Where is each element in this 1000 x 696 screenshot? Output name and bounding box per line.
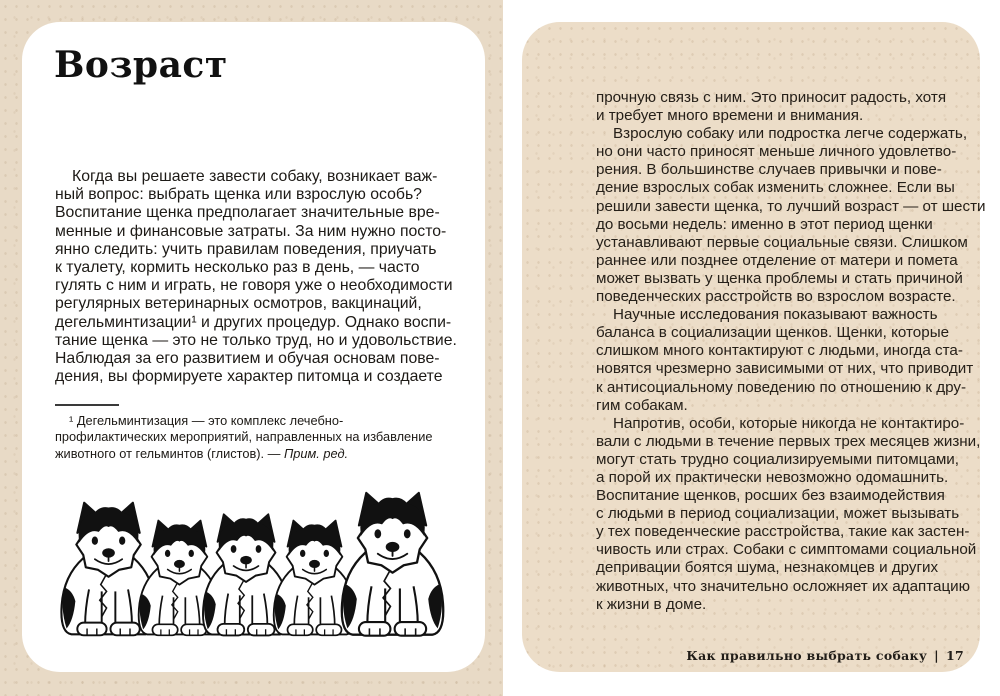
paragraph bbox=[596, 414, 981, 614]
text-line: Взрослую собаку или подростка легче содержать, bbox=[613, 125, 968, 143]
left-page-body-text bbox=[55, 168, 469, 386]
text-line: новятся чрезмерно зависимыми от них, что приводит bbox=[596, 360, 974, 378]
text-line: ный вопрос: выбрать щенка или взрослую особь? bbox=[55, 186, 422, 204]
footer-book-title: Как правильно выбрать собаку bbox=[686, 648, 928, 663]
text-line: с людьми в период социализации, может вызывать bbox=[596, 505, 960, 523]
text-line: прочную связь с ним. Это приносит радость, хотя bbox=[596, 89, 947, 106]
text-line: слишком много контактируют с людьми, иногда ста- bbox=[596, 342, 963, 360]
paragraph bbox=[596, 125, 986, 306]
text-line: чивость или страх. Собаки с симптомами социальной bbox=[596, 541, 977, 559]
text-line: Наблюдая за его развитием и обучая основам пове- bbox=[55, 350, 440, 368]
text-line: к жизни в доме. bbox=[596, 595, 707, 613]
text-line: баланса в социализации щенков. Щенки, которые bbox=[596, 324, 950, 342]
footnote-text: животного от гельминтов (глистов). — bbox=[55, 446, 284, 462]
text-line: тание щенка — это не только труд, но и удовольствие. bbox=[55, 331, 457, 349]
text-line: Воспитание щенка предполагает значительные вре- bbox=[55, 204, 440, 222]
left-page bbox=[22, 22, 485, 672]
footer-separator: | bbox=[934, 648, 939, 663]
text-line: могут стать трудно социализируемыми питомцами, bbox=[596, 450, 959, 468]
paragraph bbox=[55, 168, 469, 386]
text-line: янно следить: учить правилам поведения, приучать bbox=[55, 240, 437, 258]
puppies-svg bbox=[50, 462, 458, 645]
footnote-line: ¹ Дегельминтизация — это комплекс лечебно- bbox=[69, 412, 344, 428]
chapter-title: Возраст bbox=[54, 44, 228, 86]
text-line: Научные исследования показывают важность bbox=[613, 306, 938, 324]
text-line: регулярных ветеринарных осмотров, вакцинаций, bbox=[55, 295, 422, 313]
text-line: дегельминтизации¹ и других процедур. Однако воспи- bbox=[55, 313, 452, 331]
running-footer bbox=[686, 648, 964, 663]
paragraph bbox=[596, 306, 978, 415]
paragraph bbox=[596, 89, 978, 125]
text-line: дение взрослых собак изменить сложнее. Если вы bbox=[596, 179, 955, 197]
footer-page-number: 17 bbox=[946, 648, 964, 663]
text-line: Когда вы решаете завести собаку, возникает важ- bbox=[72, 168, 438, 185]
text-line: может вызвать у щенка проблемы и стать причиной bbox=[596, 269, 963, 287]
text-line: к туалету, кормить несколько раз в день, — часто bbox=[55, 259, 420, 277]
text-line: устанавливают первые социальные связи. Слишком bbox=[596, 233, 968, 251]
text-line: менные и финансовые затраты. За ним нужно посто- bbox=[55, 222, 447, 240]
text-line: к антисоциальному поведению по отношению к дру- bbox=[596, 378, 967, 396]
text-line: но они часто приносят меньше личного удовлетво- bbox=[596, 143, 957, 161]
text-line: вали с людьми в течение первых трех месяцев жизни, bbox=[596, 432, 981, 450]
footnote-line: профилактических мероприятий, направленных на избавление bbox=[55, 429, 433, 445]
husky-puppies-illustration bbox=[50, 462, 458, 648]
footnote-line bbox=[55, 446, 455, 463]
text-line: решили завести щенка, то лучший возраст — от шести bbox=[596, 197, 986, 215]
right-page bbox=[522, 22, 986, 672]
text-line: и требует много времени и внимания. bbox=[596, 107, 864, 125]
text-line: гулять с ним и играть, не говоря уже о необходимости bbox=[55, 277, 453, 295]
text-line: рения. В большинстве случаев привычки и пове- bbox=[596, 161, 942, 179]
text-line: гим собакам. bbox=[596, 396, 688, 414]
text-line: депривации боятся шума, незнакомцев и других bbox=[596, 559, 939, 577]
text-line: животных, что значительно осложняет их адаптацию bbox=[596, 577, 971, 595]
right-page-body-text bbox=[596, 89, 986, 614]
text-line: дения, вы формируете характер питомца и создаете bbox=[55, 368, 443, 386]
text-line: Напротив, особи, которые никогда не контактиро- bbox=[613, 414, 965, 432]
text-line: раннее или позднее отделение от матери и помета bbox=[596, 251, 958, 269]
text-line: а порой их практически невозможно одомашнить. bbox=[596, 468, 949, 486]
footnote-divider bbox=[55, 404, 119, 406]
footnote-editor-note: Прим. ред. bbox=[284, 446, 349, 462]
text-line: до восьми недель: именно в этот период щенки bbox=[596, 215, 933, 233]
text-line: у тех поведенческие расстройства, такие как застен- bbox=[596, 523, 970, 541]
text-line: поведенческих расстройств во взрослом возрасте. bbox=[596, 288, 956, 306]
text-line: Воспитание щенков, росших без взаимодействия bbox=[596, 487, 945, 505]
footnote bbox=[55, 404, 455, 463]
